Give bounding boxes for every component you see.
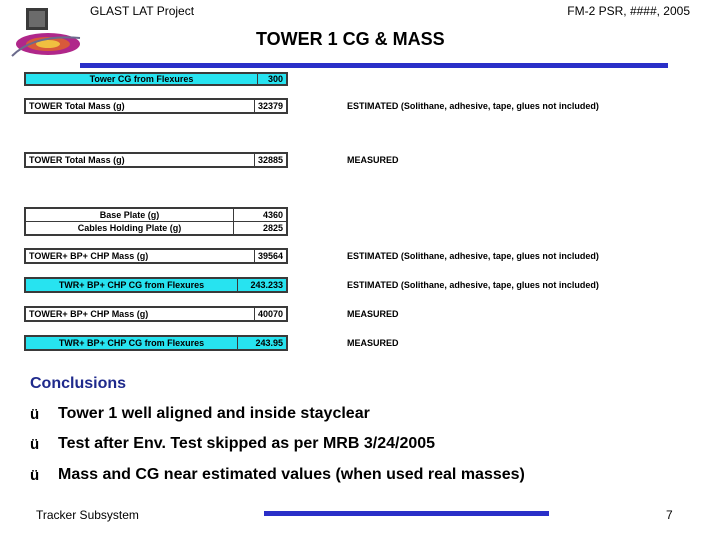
table-label: Cables Holding Plate (g)	[26, 222, 234, 234]
plates-table	[24, 207, 288, 236]
conclusion-item	[30, 435, 435, 453]
note-measured: MEASURED	[347, 338, 399, 348]
tower-bp-chp-cg-measured	[24, 335, 288, 351]
page-title: TOWER 1 CG & MASS	[256, 29, 445, 49]
table-value: 40070	[257, 309, 283, 319]
table-label: TOWER+ BP+ CHP Mass (g)	[26, 250, 255, 262]
glast-logo	[4, 4, 84, 66]
tower-total-mass-measured	[24, 152, 288, 168]
note-measured: MEASURED	[347, 155, 399, 165]
project-name: GLAST LAT Project	[90, 4, 195, 18]
conclusions-heading: Conclusions	[30, 375, 127, 392]
conclusion-item	[30, 466, 525, 484]
tower-bp-chp-mass-estimated	[24, 248, 288, 264]
table-label: TOWER+ BP+ CHP Mass (g)	[26, 308, 255, 320]
footer-bar	[264, 511, 549, 516]
table-label: TWR+ BP+ CHP CG from Flexures	[26, 337, 238, 349]
table-value: 243.95	[255, 338, 283, 348]
table-value: 243.233	[250, 280, 283, 290]
conclusion-text: Mass and CG near estimated values (when used real masses)	[58, 466, 525, 483]
conclusion-text: Tower 1 well aligned and inside stayclear	[58, 405, 370, 422]
table-value: 39564	[257, 251, 283, 261]
table-value: 32379	[257, 101, 283, 111]
footer-subsystem: Tracker Subsystem	[36, 508, 139, 522]
table-label: Base Plate (g)	[26, 209, 234, 221]
title-underline-bar	[80, 63, 668, 68]
table-label: TOWER Total Mass (g)	[26, 100, 255, 112]
tower-bp-chp-cg-estimated	[24, 277, 288, 293]
table-value: 2825	[262, 223, 283, 233]
tower-bp-chp-mass-measured	[24, 306, 288, 322]
check-icon: ü	[30, 435, 40, 453]
tower-cg-table	[24, 72, 288, 86]
table-row	[26, 221, 286, 234]
page-number: 7	[666, 508, 673, 522]
note-estimated: ESTIMATED (Solithane, adhesive, tape, glues not included)	[347, 251, 599, 261]
table-value: 300	[267, 74, 283, 84]
note-estimated: ESTIMATED (Solithane, adhesive, tape, glues not included)	[347, 280, 599, 290]
conclusion-item	[30, 405, 370, 423]
table-label: TWR+ BP+ CHP CG from Flexures	[26, 279, 238, 291]
table-row	[26, 209, 286, 221]
check-icon: ü	[30, 405, 40, 423]
table-label: Tower CG from Flexures	[26, 74, 258, 84]
document-id: FM-2 PSR, ####, 2005	[567, 4, 690, 18]
note-measured: MEASURED	[347, 309, 399, 319]
check-icon: ü	[30, 466, 40, 484]
conclusion-text: Test after Env. Test skipped as per MRB 3/24/2005	[58, 435, 436, 452]
table-value: 32885	[257, 155, 283, 165]
table-value: 4360	[262, 210, 283, 220]
note-estimated: ESTIMATED (Solithane, adhesive, tape, glues not included)	[347, 101, 599, 111]
table-label: TOWER Total Mass (g)	[26, 154, 255, 166]
tower-total-mass-estimated	[24, 98, 288, 114]
